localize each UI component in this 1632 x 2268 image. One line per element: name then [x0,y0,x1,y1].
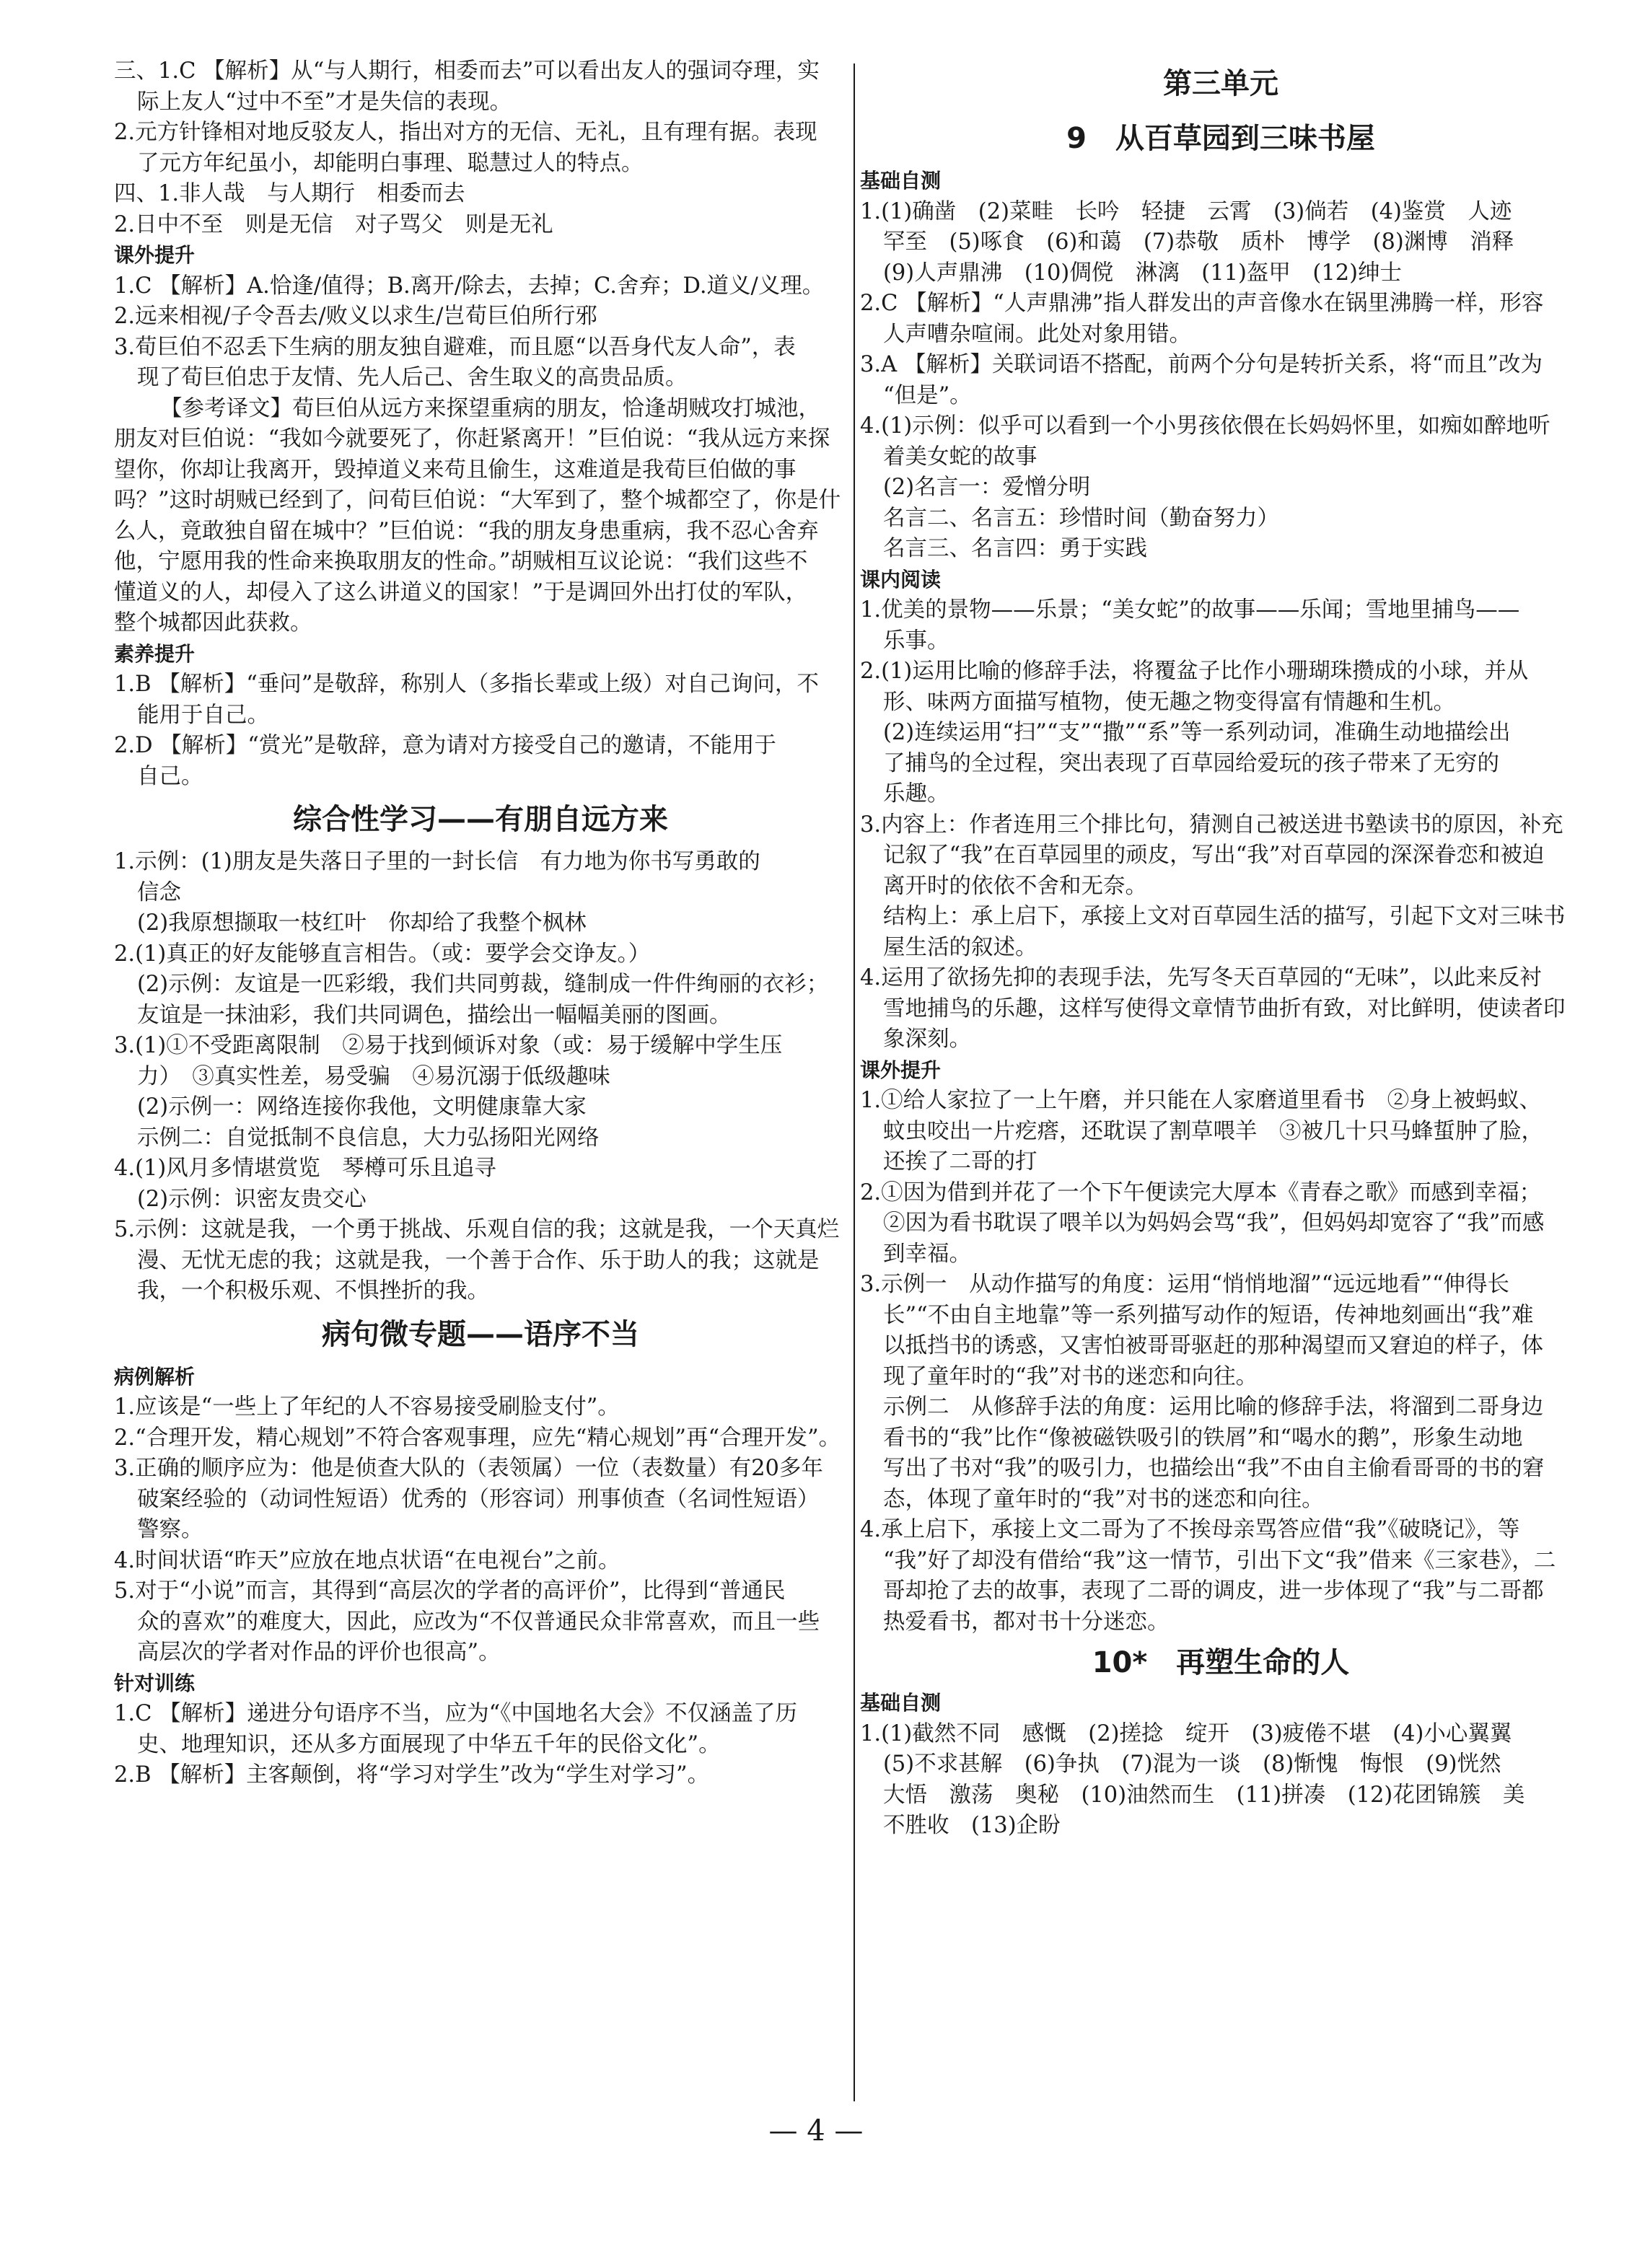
text-line: 1.C 【解析】递进分句语序不当，应为“《中国地名大会》不仅涵盖了历 [114,1701,797,1726]
text-line: 自己。 [137,763,203,789]
text-line: 1.B 【解析】“垂问”是敬辞，称别人（多指长辈或上级）对自己询问，不 [114,672,819,697]
text-line: 2.(1)真正的好友能够直言相告。（或：要学会交诤友。） [114,941,651,967]
text-line: 么人，竟敢独自留在城中？”巨伯说：“我的朋友身患重病，我不忍心舍弃 [114,518,819,544]
text-line: 1.(1)截然不同 感慨 (2)搓捻 绽开 (3)疲倦不堪 (4)小心翼翼 [860,1720,1512,1746]
text-line: 力） ③真实性差，易受骗 ④易沉溺于低级趣味 [137,1063,610,1089]
text-line: 4.(1)示例：似乎可以看到一个小男孩依偎在长妈妈怀里，如痴如醉地听 [860,413,1550,439]
text-line: 破案经验的（动词性短语）优秀的（形容词）刑事侦查（名词性短语） [137,1486,820,1512]
text-line: 警察。 [137,1517,203,1542]
text-line: 大悟 激荡 奥秘 (10)油然而生 (11)拼凑 (12)花团锦簇 美 [883,1782,1525,1808]
text-line: 象深刻。 [883,1027,971,1052]
text-line: 罕至 (5)啄食 (6)和蔼 (7)恭敬 质朴 博学 (8)渊博 消释 [883,229,1514,255]
section-title: 10* 再塑生命的人 [1092,1646,1350,1679]
text-line: (2)名言一：爱憎分明 [883,475,1091,500]
text-line: 形、味两方面描写植物，使无趣之物变得富有情趣和生机。 [883,689,1455,715]
section-title: 病句微专题——语序不当 [322,1317,639,1351]
text-line: 2.日中不至 则是无信 对子骂父 则是无礼 [114,211,553,237]
subsection-heading: 基础自测 [860,169,942,193]
text-line: 2.(1)运用比喻的修辞手法，将覆盆子比作小珊瑚珠攒成的小球，并从 [860,659,1529,684]
text-line: 懂道义的人，却侵入了这么讲道义的国家！”于是调回外出打仗的军队， [114,579,808,605]
text-line: 蚊虫咬出一片疙瘩，还耽误了割草喂羊 ③被几十只马蜂蜇肿了脸， [883,1118,1543,1144]
text-line: 写出了书对“我”的吸引力，也描绘出“我”不由自主偷看哥哥的书的窘 [883,1456,1545,1481]
text-line: 1.①给人家拉了一上午磨，并只能在人家磨道里看书 ②身上被蚂蚁、 [860,1088,1542,1113]
text-line: 长”“不由自主地靠”等一系列描写动作的短语，传神地刻画出“我”难 [883,1302,1534,1328]
left-column [114,56,847,1791]
subsection-heading: 课内阅读 [860,567,942,592]
text-line: 吗？”这时胡贼已经到了，问荀巨伯说：“大军到了，整个城都空了，你是什 [114,488,841,513]
column-divider [854,63,855,2101]
text-line: 示例二 从修辞手法的角度：运用比喻的修辞手法，将溜到二哥身边 [883,1394,1543,1420]
section-title: 9 从百草园到三味书屋 [1066,122,1375,155]
text-line: 记叙了“我”在百草园里的顽皮，写出“我”对百草园的深深眷恋和被迫 [883,843,1545,868]
text-line: 结构上：承上启下，承接上文对百草园生活的描写，引起下文对三味书 [883,904,1566,929]
text-line: 了元方年纪虽小，却能明白事理、聪慧过人的特点。 [137,150,644,176]
text-line: 1.优美的景物——乐景；“美女蛇”的故事——乐闻；雪地里捕鸟—— [860,597,1520,623]
text-line: 1.应该是“一些上了年纪的人不容易接受刷脸支付”。 [114,1394,620,1420]
text-line: 漫、无忧无虑的我；这就是我，一个善于合作、乐于助人的我；这就是 [137,1247,820,1273]
text-line: 三、1.C 【解析】从“与人期行，相委而去”可以看出友人的强词夺理，实 [114,58,820,84]
subsection-heading: 病例解析 [114,1364,196,1389]
text-line: 以抵挡书的诱惑，又害怕被哥哥驱赶的那种渴望而又窘迫的样子，体 [883,1333,1543,1358]
text-line: 4.(1)风月多情堪赏览 琴樽可乐且追寻 [114,1156,496,1181]
text-line: 名言二、名言五：珍惜时间（勤奋努力） [883,505,1279,531]
section-title: 综合性学习——有朋自远方来 [293,803,668,836]
text-line: 雪地捕鸟的乐趣，这样写使得文章情节曲折有致，对比鲜明，使读者印 [883,995,1566,1021]
text-line: “我”好了却没有借给“我”这一情节，引出下文“我”借来《三家巷》，二 [883,1547,1556,1573]
text-line: 看书的“我”比作“像被磁铁吸引的铁屑”和“喝水的鹅”，形象生动地 [883,1425,1523,1451]
text-line: 名言三、名言四：勇于实践 [883,536,1147,561]
text-line: 现了童年时的“我”对书的迷恋和向往。 [883,1363,1258,1389]
text-line: 5.示例：这就是我，一个勇于挑战、乐观自信的我；这就是我，一个天真烂 [114,1217,840,1242]
text-line: 乐事。 [883,628,949,654]
text-line: 4.运用了欲扬先抑的表现手法，先写冬天百草园的“无味”，以此来反衬 [860,965,1542,990]
text-line: (2)我原想撷取一枝红叶 你却给了我整个枫林 [137,910,587,936]
text-line: 哥却抢了去的故事，表现了二哥的调皮，进一步体现了“我”与二哥都 [883,1578,1544,1604]
text-line: 屋生活的叙述。 [883,934,1037,960]
text-line: 2.C 【解析】“人声鼎沸”指人群发出的声音像水在锅里沸腾一样，形容 [860,291,1544,316]
subsection-heading: 基础自测 [860,1691,942,1715]
text-line: 2.①因为借到并花了一个下午便读完大厚本《青春之歌》而感到幸福； [860,1179,1542,1205]
text-line: 2.“合理开发，精心规划”不符合客观事理，应先“精心规划”再“合理开发”。 [114,1425,841,1451]
text-line: 1.(1)确凿 (2)菜畦 长吟 轻捷 云霄 (3)倘若 (4)鉴赏 人迹 [860,198,1512,224]
text-line: 能用于自己。 [137,702,269,728]
text-line: 1.示例：(1)朋友是失落日子里的一封长信 有力地为你书写勇敢的 [114,849,760,874]
text-line: 3.示例一 从动作描写的角度：运用“悄悄地溜”“远远地看”“伸得长 [860,1272,1510,1297]
subsection-heading: 针对训练 [114,1671,196,1695]
text-line: 3.荀巨伯不忍丢下生病的朋友独自避难，而且愿“以吾身代友人命”，表 [114,334,796,360]
text-line: 着美女蛇的故事 [883,444,1037,470]
text-line: 史、地理知识，还从多方面展现了中华五千年的民俗文化”。 [137,1731,721,1757]
text-line: 到幸福。 [883,1241,971,1267]
text-line: 3.内容上：作者连用三个排比句，猜测自己被送进书塾读书的原因，补充 [860,812,1563,838]
text-line: 现了荀巨伯忠于友情、先人后己、舍生取义的高贵品质。 [137,365,688,390]
text-line: 了捕鸟的全过程，突出表现了百草园给爱玩的孩子带来了无穷的 [883,750,1499,776]
text-line: 他，宁愿用我的性命来换取朋友的性命。”胡贼相互议论说：“我们这些不 [114,549,808,574]
text-line: 3.正确的顺序应为：他是侦查大队的（表领属）一位（表数量）有20多年 [114,1456,823,1481]
text-line: 【参考译文】荀巨伯从远方来探望重病的朋友，恰逢胡贼攻打城池， [160,395,820,421]
text-line: 2.远来相视/子令吾去/败义以求生/岂荀巨伯所行邪 [114,304,597,329]
text-line: 4.时间状语“昨天”应放在地点状语“在电视台”之前。 [114,1547,620,1573]
right-column [860,56,1581,1842]
page-number: — 4 — [768,2114,864,2148]
text-line: (5)不求甚解 (6)争执 (7)混为一谈 (8)惭愧 悔恨 (9)恍然 [883,1751,1501,1777]
text-line: (9)人声鼎沸 (10)倜傥 淋漓 (11)盔甲 (12)绅士 [883,260,1403,286]
text-line: 5.对于“小说”而言，其得到“高层次的学者的高评价”，比得到“普通民 [114,1578,786,1604]
text-line: 离开时的依依不舍和无奈。 [883,873,1147,899]
text-line: ②因为看书耽误了喂羊以为妈妈会骂“我”，但妈妈却宽容了“我”而感 [883,1210,1545,1236]
text-line: 态，体现了童年时的“我”对书的迷恋和向往。 [883,1486,1324,1512]
text-line: “但是”。 [883,382,972,408]
text-line: 2.D 【解析】“赏光”是敬辞，意为请对方接受自己的邀请，不能用于 [114,733,776,758]
text-line: 高层次的学者对作品的评价也很高”。 [137,1640,501,1665]
text-line: (2)示例一：网络连接你我他，文明健康靠大家 [137,1094,587,1120]
text-line: 际上友人“过中不至”才是失信的表现。 [137,89,512,115]
text-line: 3.A 【解析】关联词语不搭配，前两个分句是转折关系，将“而且”改为 [860,352,1543,377]
text-line: 不胜收 (13)企盼 [883,1813,1061,1838]
text-line: 热爱看书，都对书十分迷恋。 [883,1609,1170,1635]
text-line: 还挨了二哥的打 [883,1149,1037,1174]
text-line: 2.元方针锋相对地反驳友人，指出对方的无信、无礼，且有理有据。表现 [114,120,817,145]
subsection-heading: 课外提升 [860,1058,942,1082]
text-line: (2)示例：识密友贵交心 [137,1186,367,1212]
text-line: 人声嘈杂喧闹。此处对象用错。 [883,321,1191,347]
text-line: 整个城都因此获救。 [114,610,312,636]
text-line: 1.C 【解析】A.恰逢/值得；B.离开/除去，去掉；C.舍弃；D.道义/义理。 [114,273,825,299]
text-line: 3.(1)①不受距离限制 ②易于找到倾诉对象（或：易于缓解中学生压 [114,1033,783,1058]
subsection-heading: 课外提升 [114,243,196,267]
text-line: (2)连续运用“扫”“支”“撒”“系”等一系列动词，准确生动地描绘出 [883,720,1511,745]
subsection-heading: 素养提升 [114,641,196,666]
text-line: 信念 [137,879,181,905]
text-line: 众的喜欢”的难度大，因此，应改为“不仅普通民众非常喜欢，而且一些 [137,1609,820,1635]
text-line: 朋友对巨伯说：“我如今就要死了，你赶紧离开！”巨伯说：“我从远方来探 [114,426,830,452]
text-line: 望你，你却让我离开，毁掉道义来苟且偷生，这难道是我荀巨伯做的事 [114,457,797,483]
text-line: 乐趣。 [883,781,949,806]
text-line: 4.承上启下，承接上文二哥为了不挨母亲骂答应借“我”《破晓记》，等 [860,1517,1520,1542]
text-line: 2.B 【解析】主客颠倒，将“学习对学生”改为“学生对学习”。 [114,1762,710,1788]
text-line: 示例二：自觉抵制不良信息，大力弘扬阳光网络 [137,1125,600,1151]
text-line: (2)示例：友谊是一匹彩缎，我们共同剪裁，缝制成一件件绚丽的衣衫； [137,972,829,997]
section-title: 第三单元 [1163,67,1278,100]
text-line: 我，一个积极乐观、不惧挫折的我。 [137,1278,489,1304]
text-line: 友谊是一抹油彩，我们共同调色，描绘出一幅幅美丽的图画。 [137,1002,732,1028]
text-line: 四、1.非人哉 与人期行 相委而去 [114,181,465,206]
